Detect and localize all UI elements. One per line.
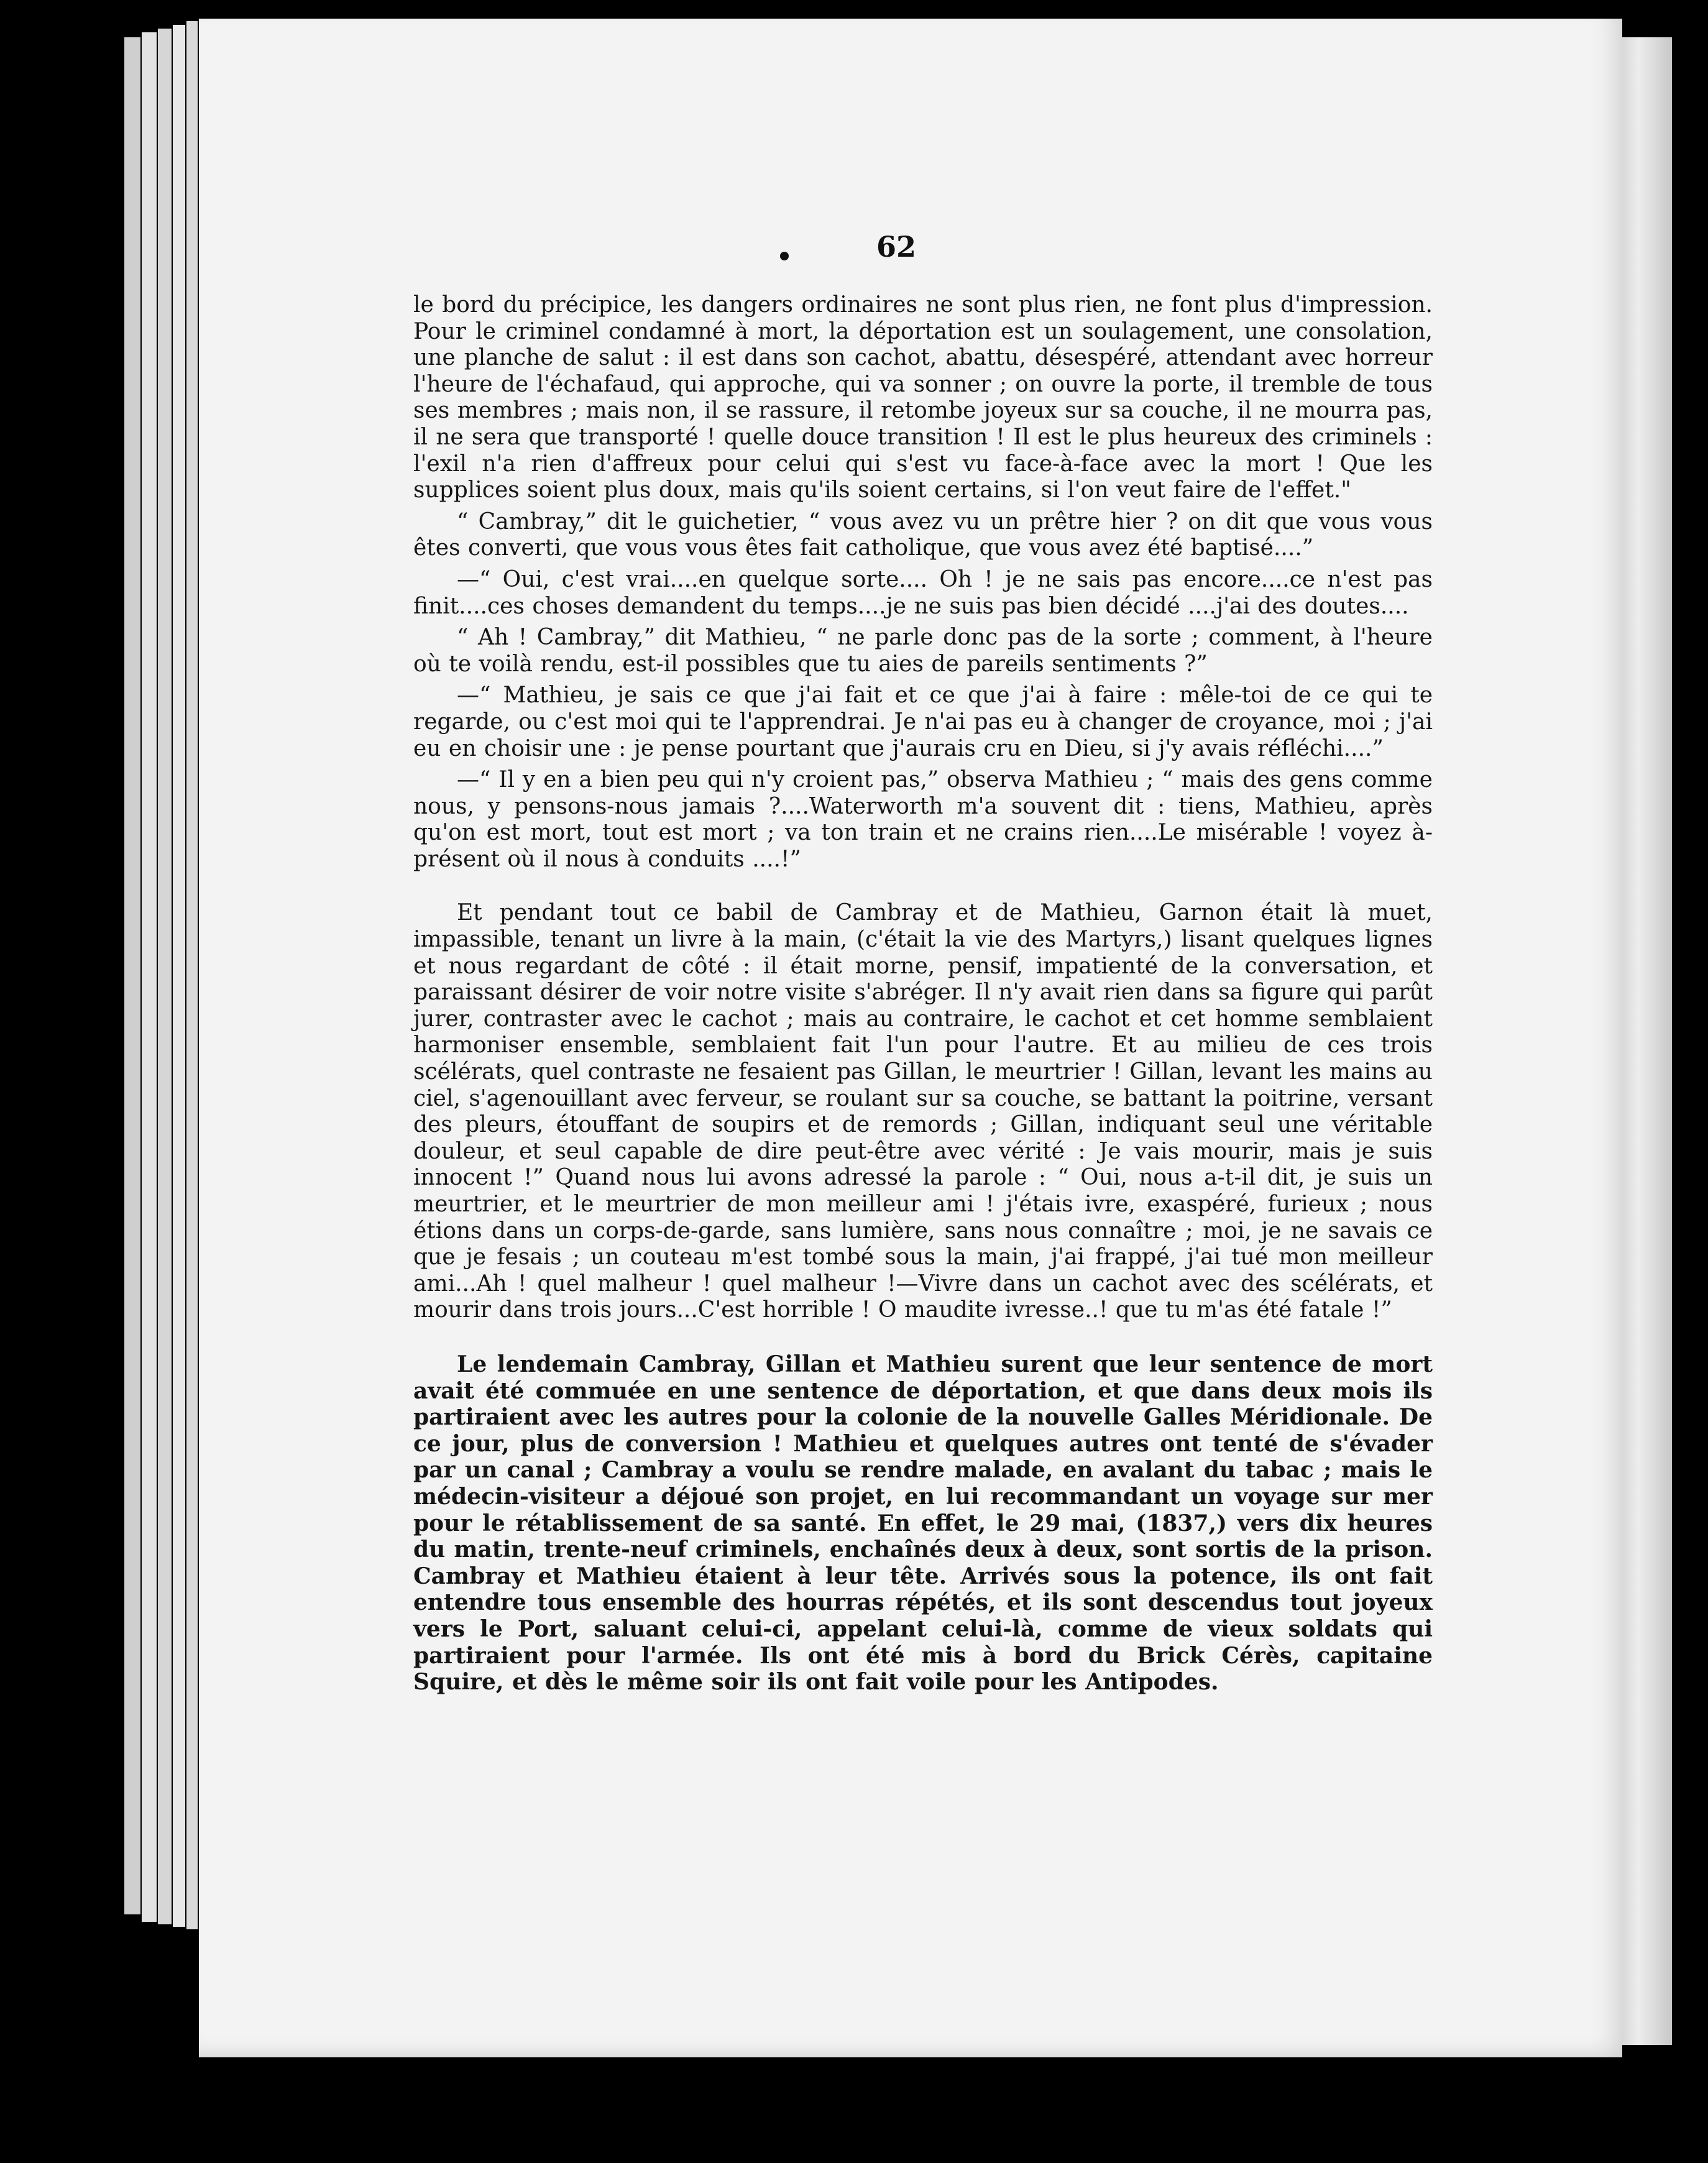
page-number: 62 xyxy=(876,230,917,264)
paragraph: —“ Mathieu, je sais ce que j'ai fait et ce que j'ai à faire : mêle-toi de ce qui te regarde, ou c'est moi qui te l'apprendrai. Je n'ai pas eu à changer de croyance, moi ; j'ai eu en choisir une : je pense pourtant que j'aurais cru en Dieu, si j'y avais réfléchi....” xyxy=(413,682,1433,761)
paragraph: “ Ah ! Cambray,” dit Mathieu, “ ne parle donc pas de la sorte ; comment, à l'heure où te voilà rendu, est-il possibles que tu aies de pareils sentiments ?” xyxy=(413,625,1433,677)
ink-dot xyxy=(780,252,789,260)
page-edge xyxy=(142,32,157,1922)
paragraph: le bord du précipice, les dangers ordinaires ne sont plus rien, ne font plus d'impression. Pour le criminel condamné à mort, la déportation est un soulagement, une consolation, une planche de salut : il est dans son cachot, abattu, désespéré, attendant avec horreur l'heure de l'échafaud, qui approche, qui va sonner ; on ouvre la porte, il tremble de tous ses membres ; mais non, il se rassure, il retombe joyeux sur sa couche, il ne mourra pas, il ne sera que transporté ! quelle douce transition ! Il est le plus heureux des criminels : l'exil n'a rien d'affreux pour celui qui s'est vu face-à-face avec la mort ! Que les supplices soient plus doux, mais qu'ils soient certains, si l'on veut faire de l'effet." xyxy=(413,292,1433,503)
paragraph: Le lendemain Cambray, Gillan et Mathieu surent que leur sentence de mort avait été commuée en une sentence de déportation, et que dans deux mois ils partiraient avec les autres pour la colonie de la nouvelle Galles Méridionale. De ce jour, plus de conversion ! Mathieu et quelques autres ont tenté de s'évader par un canal ; Cambray a voulu se rendre malade, en avalant du tabac ; mais le médecin-visiteur a déjoué son projet, en lui recommandant un voyage sur mer pour le rétablissement de sa santé. En effet, le 29 mai, (1837,) vers dix heures du matin, trente-neuf criminels, enchaînés deux à deux, sont sortis de la prison. Cambray et Mathieu étaient à leur tête. Arrivés sous la potence, ils ont fait entendre tous ensemble des hourras répétés, et ils sont descendus tout joyeux vers le Port, saluant celui-ci, appelant celui-là, comme de vieux soldats qui partiraient pour l'armée. Ils ont été mis à bord du Brick Cérès, capitaine Squire, et dès le même soir ils ont fait voile pour les Antipodes. xyxy=(413,1351,1433,1696)
page-edge xyxy=(124,37,140,1914)
page-edge xyxy=(158,29,172,1924)
paragraph: “ Cambray,” dit le guichetier, “ vous avez vu un prêtre hier ? on dit que vous vous êtes converti, que vous vous êtes fait catholique, que vous avez été baptisé....” xyxy=(413,508,1433,561)
paragraph: —“ Oui, c'est vrai....en quelque sorte.... Oh ! je ne sais pas encore....ce n'est pas finit....ces choses demandent du temps....je ne suis pas bien décidé ....j'ai des doutes.... xyxy=(413,566,1433,619)
paragraph: —“ Il y en a bien peu qui n'y croient pas,” observa Mathieu ; “ mais des gens comme nous, y pensons-nous jamais ?....Waterworth m'a souvent dit : tiens, Mathieu, après qu'on est mort, tout est mort ; va ton train et ne crains rien....Le misérable ! voyez à-présent où il nous à conduits ....!” xyxy=(413,767,1433,872)
page-text xyxy=(413,292,1433,1696)
paragraph: Et pendant tout ce babil de Cambray et de Mathieu, Garnon était là muet, impassible, tenant un livre à la main, (c'était la vie des Martyrs,) lisant quelques lignes et nous regardant de côté : il était morne, pensif, impatienté de la conversation, et paraissant désirer de voir notre visite s'abréger. Il n'y avait rien dans sa figure qui parût jurer, contraster avec le cachot ; mais au contraire, le cachot et cet homme semblaient harmoniser ensemble, semblaient fait l'un pour l'autre. Et au milieu de ces trois scélérats, quel contraste ne fesaient pas Gillan, le meurtrier ! Gillan, levant les mains au ciel, s'agenouillant avec ferveur, se roulant sur sa couche, se battant la poitrine, versant des pleurs, étouffant de soupirs et de remords ; Gillan, indiquant seul une véritable douleur, et seul capable de dire peut-être avec vérité : Je vais mourir, mais je suis innocent !” Quand nous lui avons adressé la parole : “ Oui, nous a-t-il dit, je suis un meurtrier, et le meurtrier de mon meilleur ami ! j'étais ivre, exaspéré, furieux ; nous étions dans un corps-de-garde, sans lumière, sans nous connaître ; moi, je ne savais ce que je fesais ; un couteau m'est tombé sous la main, j'ai frappé, j'ai tué mon meilleur ami...Ah ! quel malheur ! quel malheur !—Vivre dans un cachot avec des scélérats, et mourir dans trois jours...C'est horrible ! O maudite ivresse..! que tu m'as été fatale !” xyxy=(413,900,1433,1323)
page-edge xyxy=(173,25,185,1927)
page-edge xyxy=(186,21,198,1929)
page-binding-edge xyxy=(1616,37,1672,2045)
